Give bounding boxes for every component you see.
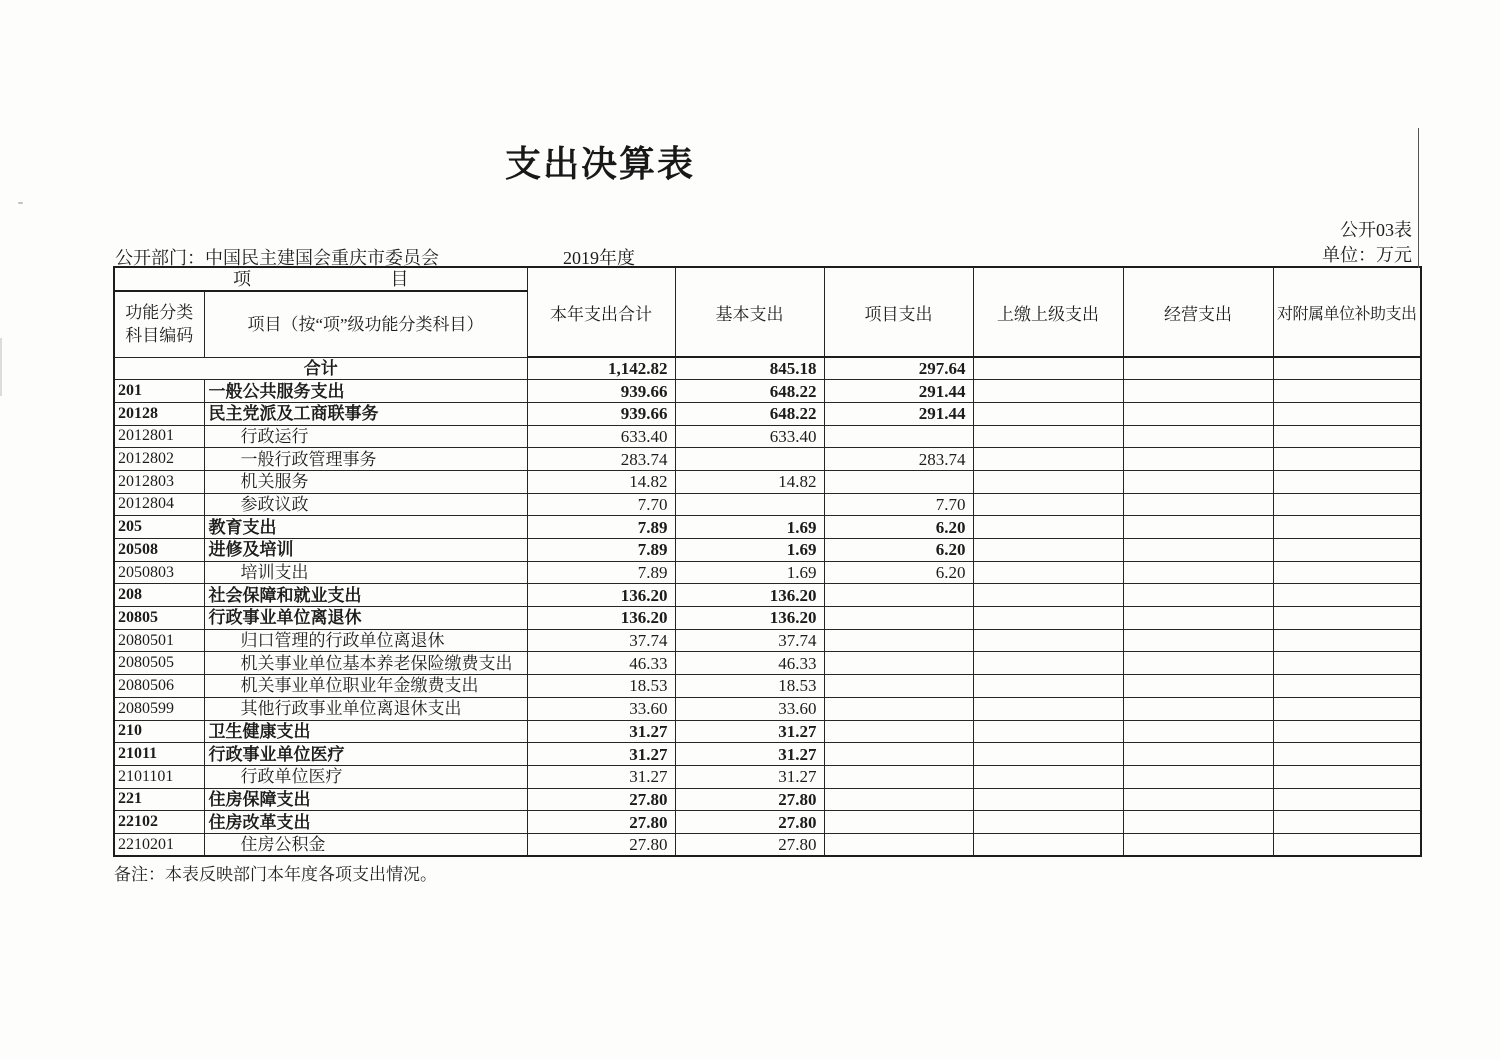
cell-operating bbox=[1123, 380, 1273, 403]
cell-project: 297.64 bbox=[824, 357, 973, 380]
col-header-item: 项目（按“项”级功能分类科目） bbox=[204, 291, 527, 357]
cell-basic bbox=[675, 493, 824, 516]
cell-total: 7.70 bbox=[527, 493, 675, 516]
cell-total: 33.60 bbox=[527, 697, 675, 720]
row-name: 行政运行 bbox=[204, 425, 527, 448]
cell-project bbox=[824, 697, 973, 720]
cell-basic: 633.40 bbox=[675, 425, 824, 448]
cell-handover bbox=[973, 584, 1123, 607]
row-code: 20805 bbox=[114, 607, 204, 630]
table-row bbox=[114, 652, 1421, 675]
cell-handover bbox=[973, 493, 1123, 516]
group-char-xiang: 项 bbox=[233, 269, 251, 289]
scan-artifact-speck bbox=[18, 202, 23, 204]
row-code: 20128 bbox=[114, 402, 204, 425]
cell-project bbox=[824, 607, 973, 630]
cell-basic bbox=[675, 448, 824, 471]
row-name: 行政事业单位医疗 bbox=[204, 743, 527, 766]
cell-total: 31.27 bbox=[527, 720, 675, 743]
cell-project: 6.20 bbox=[824, 539, 973, 562]
row-code: 205 bbox=[114, 516, 204, 539]
cell-handover bbox=[973, 470, 1123, 493]
cell-project bbox=[824, 584, 973, 607]
cell-project: 6.20 bbox=[824, 516, 973, 539]
cell-subsidy bbox=[1273, 380, 1421, 403]
cell-operating bbox=[1123, 652, 1273, 675]
table-row bbox=[114, 765, 1421, 788]
cell-operating bbox=[1123, 811, 1273, 834]
cell-subsidy bbox=[1273, 629, 1421, 652]
row-code: 2012802 bbox=[114, 448, 204, 471]
note-text: 备注：本表反映部门本年度各项支出情况。 bbox=[114, 865, 437, 884]
cell-total: 136.20 bbox=[527, 607, 675, 630]
cell-subsidy bbox=[1273, 765, 1421, 788]
cell-handover bbox=[973, 561, 1123, 584]
row-name: 民主党派及工商联事务 bbox=[204, 402, 527, 425]
col-header-operating: 经营支出 bbox=[1123, 267, 1273, 357]
row-code: 2210201 bbox=[114, 833, 204, 856]
cell-operating bbox=[1123, 607, 1273, 630]
cell-basic: 31.27 bbox=[675, 743, 824, 766]
cell-subsidy bbox=[1273, 402, 1421, 425]
cell-total: 14.82 bbox=[527, 470, 675, 493]
cell-total: 31.27 bbox=[527, 743, 675, 766]
row-code: 22102 bbox=[114, 811, 204, 834]
cell-operating bbox=[1123, 425, 1273, 448]
cell-subsidy bbox=[1273, 357, 1421, 380]
cell-subsidy bbox=[1273, 448, 1421, 471]
cell-basic: 648.22 bbox=[675, 402, 824, 425]
row-name: 参政议政 bbox=[204, 493, 527, 516]
cell-project: 6.20 bbox=[824, 561, 973, 584]
cell-project: 7.70 bbox=[824, 493, 973, 516]
row-name: 机关服务 bbox=[204, 470, 527, 493]
cell-subsidy bbox=[1273, 720, 1421, 743]
cell-operating bbox=[1123, 584, 1273, 607]
cell-handover bbox=[973, 629, 1123, 652]
cell-basic: 31.27 bbox=[675, 765, 824, 788]
cell-handover bbox=[973, 788, 1123, 811]
cell-subsidy bbox=[1273, 607, 1421, 630]
cell-basic: 1.69 bbox=[675, 516, 824, 539]
cell-total: 136.20 bbox=[527, 584, 675, 607]
row-name: 行政单位医疗 bbox=[204, 765, 527, 788]
row-name: 一般行政管理事务 bbox=[204, 448, 527, 471]
cell-handover bbox=[973, 675, 1123, 698]
cell-subsidy bbox=[1273, 425, 1421, 448]
cell-subsidy bbox=[1273, 811, 1421, 834]
cell-total: 46.33 bbox=[527, 652, 675, 675]
cell-operating bbox=[1123, 561, 1273, 584]
cell-handover bbox=[973, 697, 1123, 720]
cell-basic: 27.80 bbox=[675, 788, 824, 811]
cell-project: 291.44 bbox=[824, 402, 973, 425]
col-header-subsidy: 对附属单位补助支出 bbox=[1273, 267, 1421, 357]
cell-subsidy bbox=[1273, 743, 1421, 766]
table-row bbox=[114, 743, 1421, 766]
cell-handover bbox=[973, 765, 1123, 788]
cell-basic: 14.82 bbox=[675, 470, 824, 493]
table-row bbox=[114, 833, 1421, 856]
cell-handover bbox=[973, 516, 1123, 539]
cell-project: 283.74 bbox=[824, 448, 973, 471]
cell-handover bbox=[973, 357, 1123, 380]
cell-basic: 18.53 bbox=[675, 675, 824, 698]
row-name: 归口管理的行政单位离退休 bbox=[204, 629, 527, 652]
table-row bbox=[114, 584, 1421, 607]
row-name: 教育支出 bbox=[204, 516, 527, 539]
cell-operating bbox=[1123, 697, 1273, 720]
row-name: 进修及培训 bbox=[204, 539, 527, 562]
cell-subsidy bbox=[1273, 584, 1421, 607]
cell-total: 1,142.82 bbox=[527, 357, 675, 380]
cell-handover bbox=[973, 720, 1123, 743]
cell-basic: 1.69 bbox=[675, 539, 824, 562]
row-name: 行政事业单位离退休 bbox=[204, 607, 527, 630]
expenditure-table bbox=[113, 266, 1422, 857]
meta-right-block bbox=[1020, 218, 1412, 268]
cell-subsidy bbox=[1273, 539, 1421, 562]
cell-project bbox=[824, 470, 973, 493]
cell-subsidy bbox=[1273, 675, 1421, 698]
cell-total: 7.89 bbox=[527, 539, 675, 562]
table-row bbox=[114, 811, 1421, 834]
cell-operating bbox=[1123, 493, 1273, 516]
row-name: 社会保障和就业支出 bbox=[204, 584, 527, 607]
table-row bbox=[114, 425, 1421, 448]
cell-basic: 648.22 bbox=[675, 380, 824, 403]
page-title: 支出决算表 bbox=[504, 143, 695, 184]
cell-operating bbox=[1123, 516, 1273, 539]
cell-subsidy bbox=[1273, 516, 1421, 539]
cell-total: 31.27 bbox=[527, 765, 675, 788]
table-row bbox=[114, 448, 1421, 471]
row-name: 住房改革支出 bbox=[204, 811, 527, 834]
row-code: 2080506 bbox=[114, 675, 204, 698]
row-name: 卫生健康支出 bbox=[204, 720, 527, 743]
cell-subsidy bbox=[1273, 833, 1421, 856]
scan-artifact-smudge bbox=[0, 338, 2, 396]
cell-total: 27.80 bbox=[527, 833, 675, 856]
cell-basic: 31.27 bbox=[675, 720, 824, 743]
cell-basic: 136.20 bbox=[675, 607, 824, 630]
row-code: 210 bbox=[114, 720, 204, 743]
cell-project bbox=[824, 811, 973, 834]
cell-total: 27.80 bbox=[527, 811, 675, 834]
cell-handover bbox=[973, 402, 1123, 425]
cell-handover bbox=[973, 448, 1123, 471]
table-row bbox=[114, 493, 1421, 516]
row-code: 208 bbox=[114, 584, 204, 607]
row-name: 一般公共服务支出 bbox=[204, 380, 527, 403]
cell-operating bbox=[1123, 720, 1273, 743]
col-header-total: 本年支出合计 bbox=[527, 267, 675, 357]
unit-label: 单位：万元 bbox=[1322, 245, 1412, 265]
table-row bbox=[114, 402, 1421, 425]
cell-operating bbox=[1123, 470, 1273, 493]
cell-total: 7.89 bbox=[527, 516, 675, 539]
col-header-handover: 上缴上级支出 bbox=[973, 267, 1123, 357]
department-label: 公开部门：中国民主建国会重庆市委员会 bbox=[115, 248, 439, 268]
cell-total: 633.40 bbox=[527, 425, 675, 448]
cell-subsidy bbox=[1273, 652, 1421, 675]
cell-total: 37.74 bbox=[527, 629, 675, 652]
group-char-mu: 目 bbox=[390, 269, 409, 289]
table-row bbox=[114, 788, 1421, 811]
cell-operating bbox=[1123, 402, 1273, 425]
row-code: 2080501 bbox=[114, 629, 204, 652]
cell-total: 27.80 bbox=[527, 788, 675, 811]
cell-project: 291.44 bbox=[824, 380, 973, 403]
col-header-basic: 基本支出 bbox=[675, 267, 824, 357]
table-row bbox=[114, 380, 1421, 403]
cell-basic: 27.80 bbox=[675, 833, 824, 856]
table-row bbox=[114, 516, 1421, 539]
table-row bbox=[114, 357, 1421, 380]
cell-handover bbox=[973, 607, 1123, 630]
cell-total: 939.66 bbox=[527, 380, 675, 403]
cell-operating bbox=[1123, 357, 1273, 380]
cell-handover bbox=[973, 380, 1123, 403]
cell-basic: 845.18 bbox=[675, 357, 824, 380]
row-code: 2080599 bbox=[114, 697, 204, 720]
row-name: 住房公积金 bbox=[204, 833, 527, 856]
cell-operating bbox=[1123, 743, 1273, 766]
cell-basic: 33.60 bbox=[675, 697, 824, 720]
cell-handover bbox=[973, 425, 1123, 448]
row-name: 其他行政事业单位离退休支出 bbox=[204, 697, 527, 720]
cell-project bbox=[824, 652, 973, 675]
cell-total: 7.89 bbox=[527, 561, 675, 584]
table-code-label: 公开03表 bbox=[1340, 220, 1412, 240]
scan-artifact-line bbox=[1418, 128, 1419, 268]
row-name: 培训支出 bbox=[204, 561, 527, 584]
cell-operating bbox=[1123, 788, 1273, 811]
row-name: 机关事业单位基本养老保险缴费支出 bbox=[204, 652, 527, 675]
table-row bbox=[114, 470, 1421, 493]
row-code: 201 bbox=[114, 380, 204, 403]
cell-basic: 37.74 bbox=[675, 629, 824, 652]
cell-subsidy bbox=[1273, 493, 1421, 516]
cell-basic: 136.20 bbox=[675, 584, 824, 607]
cell-handover bbox=[973, 743, 1123, 766]
cell-operating bbox=[1123, 675, 1273, 698]
row-total-label: 合计 bbox=[114, 357, 527, 380]
cell-total: 283.74 bbox=[527, 448, 675, 471]
cell-project bbox=[824, 629, 973, 652]
row-code: 2050803 bbox=[114, 561, 204, 584]
row-code: 21011 bbox=[114, 743, 204, 766]
cell-operating bbox=[1123, 629, 1273, 652]
cell-subsidy bbox=[1273, 697, 1421, 720]
cell-handover bbox=[973, 833, 1123, 856]
cell-handover bbox=[973, 811, 1123, 834]
cell-handover bbox=[973, 652, 1123, 675]
table-row bbox=[114, 720, 1421, 743]
table-row bbox=[114, 629, 1421, 652]
cell-basic: 46.33 bbox=[675, 652, 824, 675]
table-row bbox=[114, 607, 1421, 630]
cell-basic: 27.80 bbox=[675, 811, 824, 834]
cell-operating bbox=[1123, 448, 1273, 471]
cell-operating bbox=[1123, 539, 1273, 562]
row-code: 2012803 bbox=[114, 470, 204, 493]
row-code: 2012804 bbox=[114, 493, 204, 516]
col-group-project bbox=[114, 267, 527, 291]
col-header-code: 功能分类科目编码 bbox=[114, 291, 204, 357]
cell-total: 18.53 bbox=[527, 675, 675, 698]
cell-project bbox=[824, 788, 973, 811]
row-code: 2080505 bbox=[114, 652, 204, 675]
cell-subsidy bbox=[1273, 788, 1421, 811]
row-code: 20508 bbox=[114, 539, 204, 562]
cell-subsidy bbox=[1273, 470, 1421, 493]
cell-basic: 1.69 bbox=[675, 561, 824, 584]
header-group-row bbox=[114, 267, 1421, 291]
cell-project bbox=[824, 765, 973, 788]
col-header-project: 项目支出 bbox=[824, 267, 973, 357]
cell-total: 939.66 bbox=[527, 402, 675, 425]
table-row bbox=[114, 697, 1421, 720]
row-name: 机关事业单位职业年金缴费支出 bbox=[204, 675, 527, 698]
table-row bbox=[114, 539, 1421, 562]
cell-project bbox=[824, 425, 973, 448]
cell-project bbox=[824, 675, 973, 698]
cell-project bbox=[824, 833, 973, 856]
expenditure-table-body bbox=[114, 357, 1421, 856]
cell-operating bbox=[1123, 765, 1273, 788]
row-code: 2012801 bbox=[114, 425, 204, 448]
year-label: 2019年度 bbox=[563, 248, 635, 268]
cell-handover bbox=[973, 539, 1123, 562]
cell-operating bbox=[1123, 833, 1273, 856]
table-row bbox=[114, 675, 1421, 698]
row-code: 221 bbox=[114, 788, 204, 811]
cell-project bbox=[824, 743, 973, 766]
row-name: 住房保障支出 bbox=[204, 788, 527, 811]
cell-subsidy bbox=[1273, 561, 1421, 584]
table-row bbox=[114, 561, 1421, 584]
cell-project bbox=[824, 720, 973, 743]
row-code: 2101101 bbox=[114, 765, 204, 788]
